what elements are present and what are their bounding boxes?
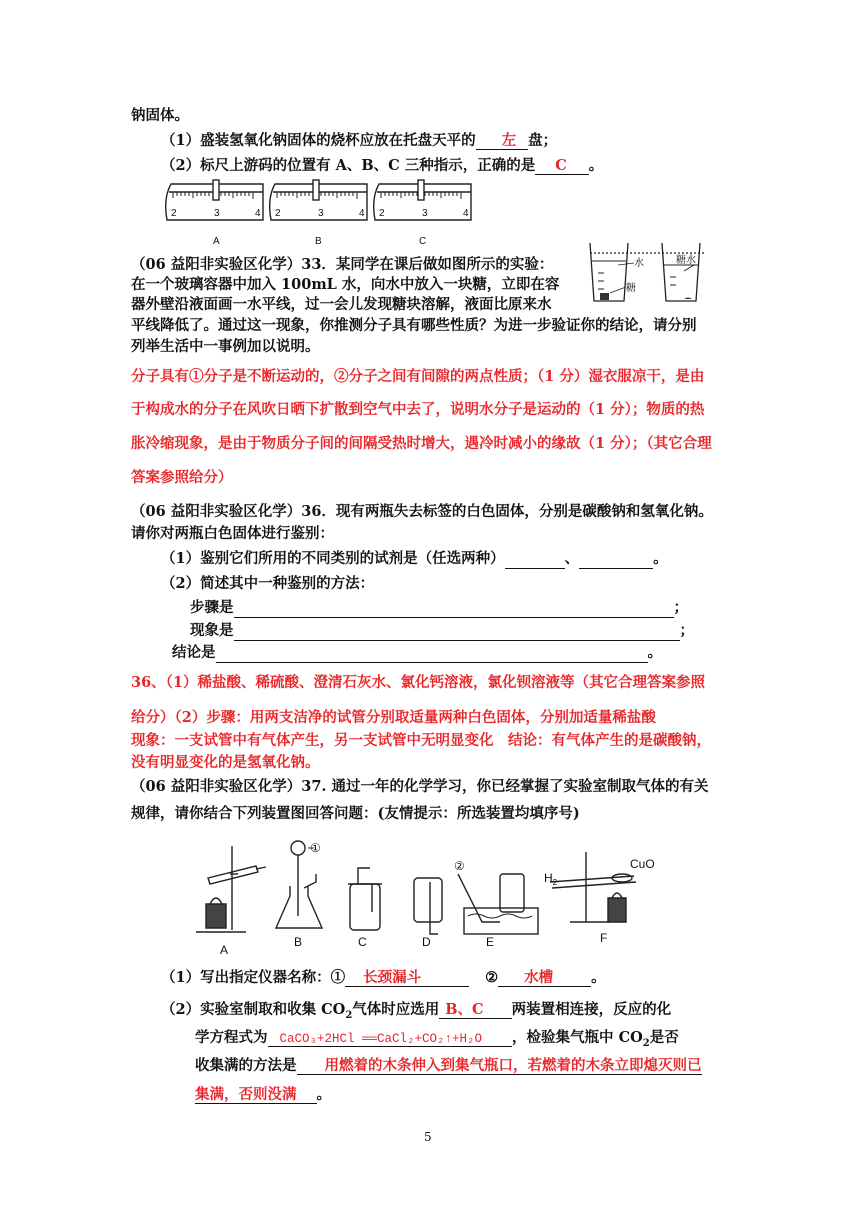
- beaker-right: [662, 243, 700, 301]
- apparatus-a: [196, 846, 266, 932]
- beaker-left: [590, 243, 628, 301]
- q37-part1: [161, 968, 606, 988]
- p2-sub: 2: [345, 1009, 353, 1021]
- method-text: 收集满的方法是: [195, 1057, 297, 1074]
- q2-text: （2）标尺上游码的位置有 A、B、C 三种指示，正确的是: [161, 157, 536, 174]
- equation-answer: CaCO₃+2HCl ══CaCl₂+CO₂↑+H₂O: [268, 1032, 513, 1047]
- question-2: [161, 156, 603, 176]
- p1-end: 。: [591, 969, 606, 986]
- method-end: 。: [316, 1086, 331, 1103]
- apparatus-label-f: F: [600, 931, 608, 945]
- ruler-label-b: B: [315, 236, 322, 247]
- q33-line5: 列举生活中一事例加以说明。: [131, 338, 320, 355]
- rulers-figure: [163, 178, 475, 250]
- step-blank: [234, 600, 674, 618]
- q36-line1: （06 益阳非实验区化学）36．现有两瓶失去标签的白色固体，分别是碳酸钠和氢氧化钠。: [131, 503, 713, 520]
- q33-answer-4: 答案参照给分）: [131, 469, 233, 486]
- label-sugar-water: 糖水: [676, 255, 696, 266]
- q33-line2: 在一个玻璃容器中加入 100mL 水，向水中放入一块糖，立即在容: [131, 276, 560, 293]
- p1-text: （1）写出指定仪器名称：①: [161, 969, 346, 986]
- q33-answer-3: 胀冷缩现象，是由于物质分子间的间隔受热时增大，遇冷时减小的缘故（1 分）；（其它合理: [131, 435, 712, 452]
- q37-part2-l2: [195, 1028, 679, 1054]
- p2-mid: 气体时应选用: [352, 1001, 440, 1018]
- q36-answer-2: 给分）（2）步骤：用两支洁净的试管分别取适量两种白色固体，分别加适量稀盐酸: [131, 709, 656, 726]
- q36-answer-3: 现象：一支试管中有气体产生，另一支试管中无明显变化 结论：有气体产生的是碳酸钠，: [131, 732, 711, 749]
- apparatus-label-a: A: [220, 943, 229, 956]
- ruler-c-tick-4: 4: [463, 208, 469, 219]
- q1-answer: 左: [476, 132, 529, 150]
- q1-post: 盘；: [528, 132, 558, 149]
- apparatus-d: [414, 878, 442, 934]
- q36-part2: （2）简述其中一种鉴别的方法：: [161, 575, 375, 592]
- ruler-a-tick-4: 4: [255, 208, 261, 219]
- eq-post: ，检验集气瓶中 CO: [512, 1029, 643, 1046]
- q2-post: 。: [588, 157, 604, 174]
- p2-post: 两装置相连接，反应的化: [511, 1001, 672, 1018]
- concl-blank: [216, 645, 648, 663]
- eq-text: 学方程式为: [195, 1029, 268, 1046]
- q36-line2: 请你对两瓶白色固体进行鉴别：: [131, 525, 334, 542]
- cuo-label: CuO: [630, 857, 655, 871]
- question-1: [161, 131, 557, 151]
- q37-line1: （06 益阳非实验区化学）37. 通过一年的化学学习，你已经掌握了实验室制取气体的有关: [131, 778, 709, 795]
- q36-phenomenon: [190, 621, 694, 641]
- q33-answer-1: 分子具有①分子是不断运动的，②分子之间有间隙的两点性质；（1 分）湿衣服凉干，是由: [131, 368, 705, 385]
- step-semi: ；: [673, 599, 688, 616]
- phen-semi: ；: [679, 622, 694, 639]
- marker-1: ①: [310, 841, 321, 855]
- p1-answer-2: 水槽: [498, 969, 591, 987]
- ruler-b-tick-3: 3: [318, 208, 324, 219]
- ruler-label-c: C: [419, 236, 427, 247]
- apparatus-label-e: E: [486, 935, 495, 949]
- q36-part1: [161, 549, 668, 569]
- q1-text: （1）盛装氢氧化钠固体的烧杯应放在托盘天平的: [161, 132, 476, 149]
- label-water: 水: [634, 258, 644, 269]
- intro-line: 钠固体。: [131, 107, 189, 124]
- p1-answer-1: 长颈漏斗: [345, 969, 469, 987]
- ruler-b-tick-2: 2: [275, 208, 281, 219]
- q36-sep: 、: [564, 550, 580, 567]
- page-number: 5: [424, 1130, 432, 1144]
- q33-answer-2: 于构成水的分子在风吹日晒下扩散到空气中去了，说明水分子是运动的（1 分）；物质的热: [131, 401, 705, 418]
- q37-line2: 规律，请你结合下列装置图回答问题：(友情提示：所选装置均填序号): [131, 805, 580, 822]
- q33-line3: 器外壁沿液面画一水平线，过一会儿发现糖块溶解，液面比原来水: [131, 296, 552, 313]
- label-sugar: 糖: [626, 283, 636, 294]
- method-answer-cont: 集满，否则没满: [195, 1086, 317, 1104]
- beaker-figure: [580, 235, 710, 307]
- ruler-c-tick-2: 2: [379, 208, 385, 219]
- q36-part1-text: （1）鉴别它们所用的不同类别的试剂是（任选两种）: [161, 550, 505, 567]
- ruler-b-tick-4: 4: [359, 208, 365, 219]
- concl-period: 。: [647, 644, 662, 661]
- reagent-blank-2: [579, 551, 653, 569]
- q2-answer: C: [535, 157, 589, 175]
- phen-blank: [234, 623, 680, 641]
- sugar-cube-icon: [600, 293, 609, 300]
- q36-answer-4: 没有明显变化的是氢氧化钠。: [131, 754, 320, 771]
- apparatus-e: [458, 874, 538, 934]
- apparatus-label-d: D: [422, 935, 431, 949]
- concl-label: 结论是: [172, 644, 216, 661]
- ruler-label-a: A: [213, 236, 220, 247]
- q37-part2-l4: [195, 1085, 331, 1105]
- p1-mid: ②: [485, 969, 499, 986]
- ruler-a-tick-2: 2: [171, 208, 177, 219]
- apparatus-figure: [190, 838, 680, 956]
- q36-step: [190, 598, 688, 618]
- ruler-c-tick-3: 3: [422, 208, 428, 219]
- q37-part2-l3: [195, 1056, 702, 1076]
- apparatus-label-c: C: [358, 935, 367, 949]
- apparatus-label-b: B: [294, 935, 303, 949]
- p2-text: （2）实验室制取和收集 CO: [161, 1001, 346, 1018]
- q33-line4: 平线降低了。通过这一现象，你推测分子具有哪些性质？为进一步验证你的结论，请分别: [131, 317, 697, 334]
- q33-line1: （06 益阳非实验区化学）33．某同学在课后做如图所示的实验：: [131, 256, 554, 273]
- apparatus-f: [550, 852, 636, 922]
- p2-answer: B、C: [439, 1001, 511, 1019]
- q36-answer-1: 36、（1）稀盐酸、稀硫酸、澄清石灰水、氯化钙溶液，氯化钡溶液等（其它合理答案参照: [131, 674, 706, 691]
- eq-end: 是否: [649, 1029, 679, 1046]
- h2-label: $H_2$: [544, 871, 558, 887]
- ruler-a-tick-3: 3: [214, 208, 220, 219]
- apparatus-c: [348, 868, 382, 930]
- q37-part2-l1: [161, 1000, 671, 1026]
- q36-conclusion: [172, 643, 662, 663]
- phen-label: 现象是: [190, 622, 234, 639]
- reagent-blank-1: [505, 551, 565, 569]
- eq-post-sub: 2: [642, 1037, 650, 1049]
- q36-part1-end: 。: [653, 550, 668, 567]
- step-label: 步骤是: [190, 599, 234, 616]
- method-answer: 用燃着的木条伸入到集气瓶口，若燃着的木条立即熄灭则已: [297, 1057, 702, 1075]
- marker-2: ②: [454, 859, 465, 873]
